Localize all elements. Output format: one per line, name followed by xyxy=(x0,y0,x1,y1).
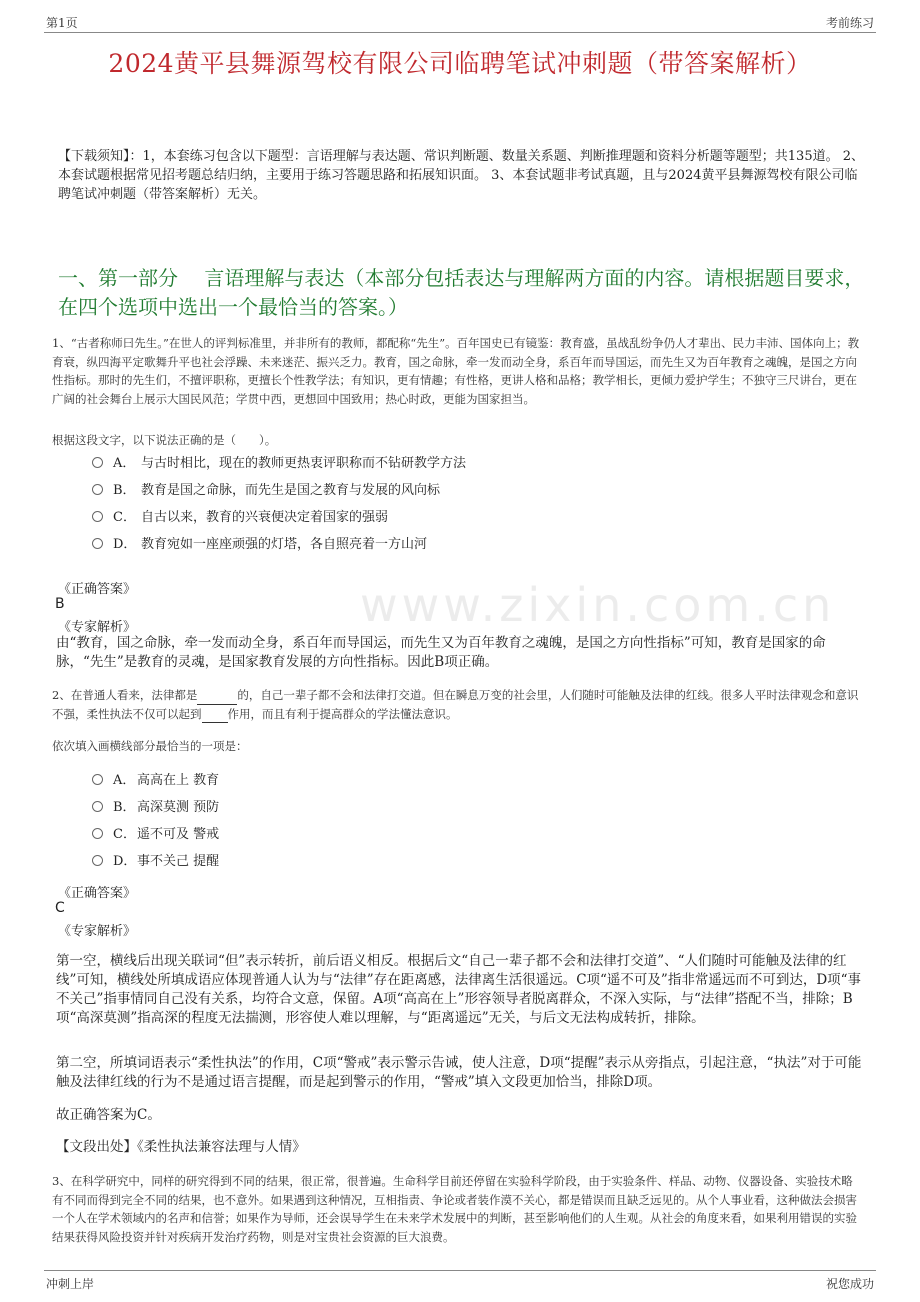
q1-analysis-label: 《专家解析》 xyxy=(58,620,137,635)
q2-answer-label: 《正确答案》 xyxy=(58,886,137,901)
fill-blank-2 xyxy=(202,708,228,723)
q2-answer: C xyxy=(55,900,65,916)
header-tag: 考前练习 xyxy=(825,16,874,30)
page-footer xyxy=(44,1270,876,1291)
fill-blank-1 xyxy=(197,690,237,705)
q1-answer-label: 《正确答案》 xyxy=(58,582,137,597)
q1-option-a[interactable]: A． 与古时相比，现在的教师更热衷评职称而不钻研教学方法 xyxy=(92,454,466,474)
q3-passage: 3、在科学研究中，同样的研究得到不同的结果，很正常，很普遍。生命科学目前还停留在实验科学阶段，由于实验条件、样品、动物、仪器设备、实验技术略有不同而得到完全不同的结果，也不意外。如果遇到这种情况，互相指责、争论或者装作漠不关心，都是错误而且缺乏远见的。从个人事业看，这种做法会损害一个人在学术领域内的名声和信誉；如果作为导师，还会误导学生在未来学术发展中的判断，甚至影响他们的人生观。从社会的角度来看，如果利用错误的实验结果获得风险投资并针对疾病开发治疗药物，则是对宝贵社会资源的巨大浪费。 xyxy=(52,1174,857,1244)
radio-icon[interactable] xyxy=(92,855,103,866)
watermark: www.zixin.com.cn xyxy=(360,578,836,632)
q1-passage: 1、“古者称师曰先生。”在世人的评判标准里，并非所有的教师，都配称“先生”。百年国史已有镜鉴：教育盛，虽战乱纷争仍人才辈出、民力丰沛、国体向上；教育衰，纵四海平定歌舞升平也社会浮躁、未来迷茫、振兴乏力。教育，国之命脉，牵一发而动全身，系百年而导国运，而先生又为百年教育之魂魄，是国之方向性指标。那时的先生们，不擅评职称，更擅长个性教学法；有知识，更有情趣；有性格，更讲人格和品格；教学相长，更倾力爱护学生；不独守三尺讲台，更在广阔的社会舞台上展示大国民风范；学贯中西，更想回中国致用；热心时政，更能为国家担当。 xyxy=(52,336,860,406)
q2-option-d[interactable]: D．事不关己 提醒 xyxy=(92,852,219,872)
radio-icon[interactable] xyxy=(92,774,103,785)
q1-stem: 根据这段文字，以下说法正确的是（ ）。 xyxy=(52,433,277,447)
footer-left: 冲刺上岸 xyxy=(46,1277,95,1291)
q2-passage: 2、在普通人看来，法律都是 的，自己一辈子都不会和法律打交道。但在瞬息万变的社会里，人们随时可能触及法律的红线。很多人平时法律观念和意识不强，柔性执法不仅可以起到 作用，而且有利于提高群众的学法懂法意识。 xyxy=(52,686,862,723)
q2-source: 【文段出处】《柔性执法兼容法理与人情》 xyxy=(56,1139,306,1155)
page-title: 2024黄平县舞源驾校有限公司临聘笔试冲刺题（带答案解析） xyxy=(108,49,812,78)
q2-analysis-blank1: 第一空，横线后出现关联词“但”表示转折，前后语义相反。根据后文“自己一辈子都不会和法律打交道”、“人们随时可能触及法律的红线”可知，横线处所填成语应体现普通人认为与“法律”存在距离感，法律离生活很遥远。C项“遥不可及”指非常遥远而不可到达，D项“事不关己”指事情同自己没有关系，均符合文意，保留。A项“高高在上”形容领导者脱离群众，不深入实际，与“法律”搭配不当，排除；B项“高深莫测”指高深的程度无法揣测，形容使人难以理解，与“距离遥远”无关，与后文无法构成转折，排除。 xyxy=(56,953,862,1026)
q1-option-c[interactable]: C． 自古以来，教育的兴衰便决定着国家的强弱 xyxy=(92,508,388,528)
page-header xyxy=(44,10,876,33)
q2-stem: 依次填入画横线部分最恰当的一项是： xyxy=(52,739,248,753)
download-notice: 【下载须知】：1，本套练习包含以下题型：言语理解与表达题、常识判断题、数量关系题、判断推理题和资料分析题等题型；共135道。 2、本套试题根据常见招考题总结归纳，主要用于练习答题思路和拓展知识面。 3、本套试题非考试真题，且与2024黄平县舞源驾校有限公司临聘笔试冲刺题（带答案解析）无关。 xyxy=(58,149,864,202)
radio-icon[interactable] xyxy=(92,538,103,549)
radio-icon[interactable] xyxy=(92,484,103,495)
q1-option-d[interactable]: D． 教育宛如一座座顽强的灯塔，各自照亮着一方山河 xyxy=(92,535,427,555)
q1-answer: B xyxy=(55,596,65,612)
q2-analysis-label: 《专家解析》 xyxy=(58,924,137,939)
radio-icon[interactable] xyxy=(92,511,103,522)
section-title: 一、第一部分 言语理解与表达（本部分包括表达与理解两方面的内容。请根据题目要求，在四个选项中选出一个最恰当的答案。） xyxy=(58,266,865,319)
radio-icon[interactable] xyxy=(92,828,103,839)
q2-conclusion: 故正确答案为C。 xyxy=(56,1107,161,1123)
footer-right: 祝您成功 xyxy=(825,1277,874,1291)
page-number: 第1页 xyxy=(46,16,78,30)
q2-analysis-blank2: 第二空，所填词语表示“柔性执法”的作用，C项“警戒”表示警示告诫，使人注意，D项“提醒”表示从旁指点，引起注意，“执法”对于可能触及法律红线的行为不是通过语言提醒，而是起到警示的作用，“警戒”填入文段更加恰当，排除D项。 xyxy=(56,1055,862,1090)
radio-icon[interactable] xyxy=(92,801,103,812)
q2-option-a[interactable]: A． 高高在上 教育 xyxy=(92,771,219,791)
q2-option-c[interactable]: C．遥不可及 警戒 xyxy=(92,825,219,845)
q2-option-b[interactable]: B．高深莫测 预防 xyxy=(92,798,219,818)
q1-option-b[interactable]: B． 教育是国之命脉，而先生是国之教育与发展的风向标 xyxy=(92,481,440,501)
q1-analysis: 由“教育，国之命脉，牵一发而动全身，系百年而导国运，而先生又为百年教育之魂魄，是国之方向性指标”可知，教育是国家的命脉，“先生”是教育的灵魂，是国家教育发展的方向性指标。因此B项正确。 xyxy=(56,635,826,670)
radio-icon[interactable] xyxy=(92,457,103,468)
